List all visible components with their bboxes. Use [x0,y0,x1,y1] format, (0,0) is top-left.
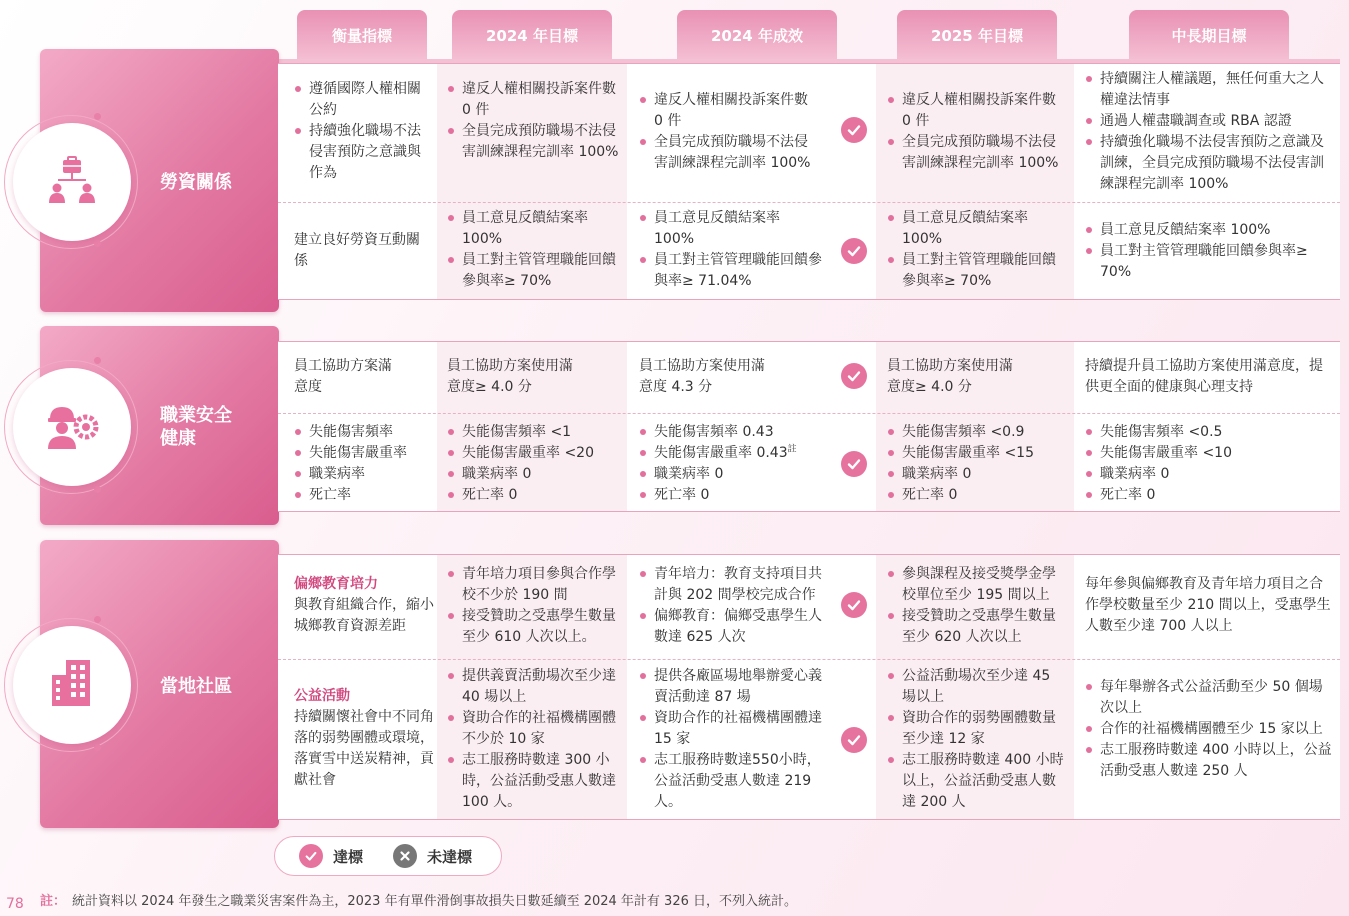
list-item: 公益活動場次至少達 45 場以上 [887,666,1067,708]
page-number: 78 [6,896,24,912]
list-item: 員工對主管管理職能回饋參與率≥ 71.04% [639,250,823,292]
list-item: 死亡率 [294,485,434,506]
category-title-labor: 勞資關係 [160,172,232,193]
list-item: 失能傷害頻率 0.43 [639,422,823,443]
row-divider [278,413,1340,414]
category-title-ohs [160,404,260,450]
list-item: 死亡率 0 [1085,485,1305,506]
list-item [639,443,823,464]
list-item: 參與課程及接受獎學金學校單位至少 195 間以上 [887,564,1065,606]
list-item: 失能傷害頻率 <1 [447,422,619,443]
community-r1-metric [294,574,434,637]
list-item: 員工意見反饋結案率 100% [447,208,619,250]
ohs-r1-2024-target: 員工協助方案使用滿意度≥ 4.0 分 [447,358,573,395]
ohs-r1-metric: 員工協助方案滿意度 [294,358,392,395]
list-item: 員工意見反饋結案率 100% [887,208,1059,250]
ring-dot [94,113,101,120]
metric-desc: 持續關懷社會中不同角落的弱勢團體或環境，落實雪中送炭精神，貢獻社會 [294,709,434,788]
list-item: 職業病率 0 [1085,464,1305,485]
ring-dot [94,616,101,623]
ring-dot [94,744,101,751]
ohs-r1-long-term: 持續提升員工協助方案使用滿意度，提供更全面的健康與心理支持 [1085,358,1323,395]
labor-r1-metric [294,79,424,184]
list-item: 志工服務時數達550小時，公益活動受惠人數達 219 人。 [639,750,823,813]
header-metric: 衡量指標 [297,10,427,60]
list-item: 員工對主管管理職能回饋參與率≥ 70% [887,250,1059,292]
labor-r1-long-term [1085,69,1333,195]
header-long-term: 中長期目標 [1129,10,1289,60]
metric-title: 偏鄉教育培力 [294,576,378,592]
community-r1-2024-target [447,564,619,648]
list-item: 每年舉辦各式公益活動至少 50 個場次以上 [1085,677,1333,719]
list-item: 職業病率 0 [447,464,619,485]
status-met-icon [841,451,867,477]
list-item: 持續關注人權議題，無任何重大之人權違法情事 [1085,69,1333,111]
disc-community [13,626,131,744]
labor-r2-2024-result [639,208,823,292]
legend-met-label: 達標 [333,848,364,866]
list-item: 資助合作的社福機構團體不少於 10 家 [447,708,619,750]
legend [274,836,502,876]
community-r1-long-term: 每年參與偏鄉教育及青年培力項目之合作學校數量至少 210 間以上，受惠學生人數至少達 700 人以上 [1085,576,1331,634]
labor-r1-2025-target [887,90,1065,174]
status-met-icon [841,238,867,264]
labor-r2-2025-target [887,208,1059,292]
list-item: 失能傷害嚴重率 <20 [447,443,619,464]
list-item: 失能傷害頻率 [294,422,434,443]
metric-desc: 與教育組織合作，縮小城鄉教育資源差距 [294,597,434,634]
list-item: 合作的社福機構團體至少 15 家以上 [1085,719,1333,740]
ohs-r1-2025-target: 員工協助方案使用滿意度≥ 4.0 分 [887,358,1013,395]
ohs-r2-long-term [1085,422,1305,506]
status-met-icon [841,363,867,389]
list-item: 青年培力：教育支持項目共計與 202 間學校完成合作 [639,564,823,606]
list-item: 接受贊助之受惠學生數量至少 610 人次以上。 [447,606,619,648]
safety-worker-icon [44,399,100,455]
check-icon [299,844,323,868]
list-item: 失能傷害嚴重率 [294,443,434,464]
labor-r2-long-term [1085,220,1325,283]
list-item: 職業病率 0 [887,464,1059,485]
list-item: 資助合作的社福機構團體達 15 家 [639,708,823,750]
metric-title: 公益活動 [294,688,350,704]
row-divider [278,202,1340,203]
list-item: 職業病率 0 [639,464,823,485]
building-icon [46,657,98,713]
community-r2-2024-result [639,666,823,813]
list-item: 死亡率 0 [639,485,823,506]
list-item: 職業病率 [294,464,434,485]
footnote-text: 統計資料以 2024 年發生之職業災害案件為主，2023 年有單件滑倒事故損失日數延續至 2024 年計有 326 日，不列入統計。 [72,894,798,909]
labor-r1-2024-target [447,79,619,163]
category-title-ohs-line1: 職業安全 [160,405,232,426]
community-r1-2024-result [639,564,823,648]
ohs-r2-2025-target [887,422,1059,506]
labor-r1-2024-result [639,90,819,174]
list-item: 員工對主管管理職能回饋參與率≥ 70% [1085,241,1325,283]
list-item: 違反人權相關投訴案件數 0 件 [447,79,619,121]
ring-dot [94,240,101,247]
list-item: 全員完成預防職場不法侵害訓練課程完訓率 100% [447,121,619,163]
list-item: 失能傷害嚴重率 <10 [1085,443,1305,464]
category-title-ohs-line2: 健康 [160,428,196,449]
labor-relations-icon [46,154,98,210]
list-item: 青年培力項目參與合作學校不少於 190 間 [447,564,619,606]
disc-ohs [13,368,131,486]
community-r2-2025-target [887,666,1067,813]
list-item: 通過人權盡職調查或 RBA 認證 [1085,111,1333,132]
list-item: 違反人權相關投訴案件數 0 件 [639,90,819,132]
list-item: 員工意見反饋結案率 100% [1085,220,1325,241]
ohs-r2-metric [294,422,434,506]
list-item: 接受贊助之受惠學生數量至少 620 人次以上 [887,606,1065,648]
status-met-icon [841,727,867,753]
list-item: 全員完成預防職場不法侵害訓練課程完訓率 100% [639,132,819,174]
disc-labor [13,123,131,241]
list-item: 死亡率 0 [447,485,619,506]
row-divider [278,659,1340,660]
list-item: 志工服務時數達 300 小時，公益活動受惠人數達 100 人。 [447,750,619,813]
community-r2-2024-target [447,666,619,813]
footnote-mark: 註 [787,444,797,455]
list-item: 全員完成預防職場不法侵害訓練課程完訓率 100% [887,132,1065,174]
list-item: 偏鄉教育：偏鄉受惠學生人數達 625 人次 [639,606,823,648]
community-r2-long-term [1085,677,1333,782]
list-item: 違反人權相關投訴案件數 0 件 [887,90,1065,132]
labor-r2-metric: 建立良好勞資互動關係 [294,232,420,269]
list-item: 提供義賣活動場次至少達 40 場以上 [447,666,619,708]
list-item: 失能傷害嚴重率 <15 [887,443,1059,464]
cross-icon [393,844,417,868]
severity-rate-text: 失能傷害嚴重率 0.43 [654,445,788,461]
ohs-r1-2024-result: 員工協助方案使用滿意度 4.3 分 [639,358,765,395]
list-item: 員工對主管管理職能回饋參與率≥ 70% [447,250,619,292]
list-item: 員工意見反饋結案率 100% [639,208,823,250]
header-2024-result: 2024 年成效 [677,10,837,60]
list-item: 死亡率 0 [887,485,1059,506]
header-2025-target: 2025 年目標 [897,10,1057,60]
category-title-community: 當地社區 [160,676,232,697]
list-item: 志工服務時數達 400 小時以上，公益活動受惠人數達 200 人 [887,750,1067,813]
labor-r2-2024-target [447,208,619,292]
ring-dot [94,486,101,493]
community-r1-2025-target [887,564,1065,648]
status-met-icon [841,117,867,143]
header-2024-target: 2024 年目標 [452,10,612,60]
list-item: 失能傷害頻率 <0.9 [887,422,1059,443]
list-item: 持續強化職場不法侵害預防之意識及訓練，全員完成預防職場不法侵害訓練課程完訓率 100% [1085,132,1333,195]
ohs-r2-2024-target [447,422,619,506]
list-item: 持續強化職場不法侵害預防之意識與作為 [294,121,424,184]
status-met-icon [841,592,867,618]
community-r2-metric [294,686,434,791]
ohs-r2-2024-result [639,422,823,506]
footnote [40,890,797,909]
ring-dot [94,357,101,364]
list-item: 遵循國際人權相關公約 [294,79,424,121]
list-item: 提供各廠區場地舉辦愛心義賣活動達 87 場 [639,666,823,708]
list-item: 失能傷害頻率 <0.5 [1085,422,1305,443]
list-item: 資助合作的弱勢團體數量至少達 12 家 [887,708,1067,750]
list-item: 志工服務時數達 400 小時以上，公益活動受惠人數達 250 人 [1085,740,1333,782]
footnote-label: 註： [40,894,67,909]
legend-unmet-label: 未達標 [427,848,473,866]
